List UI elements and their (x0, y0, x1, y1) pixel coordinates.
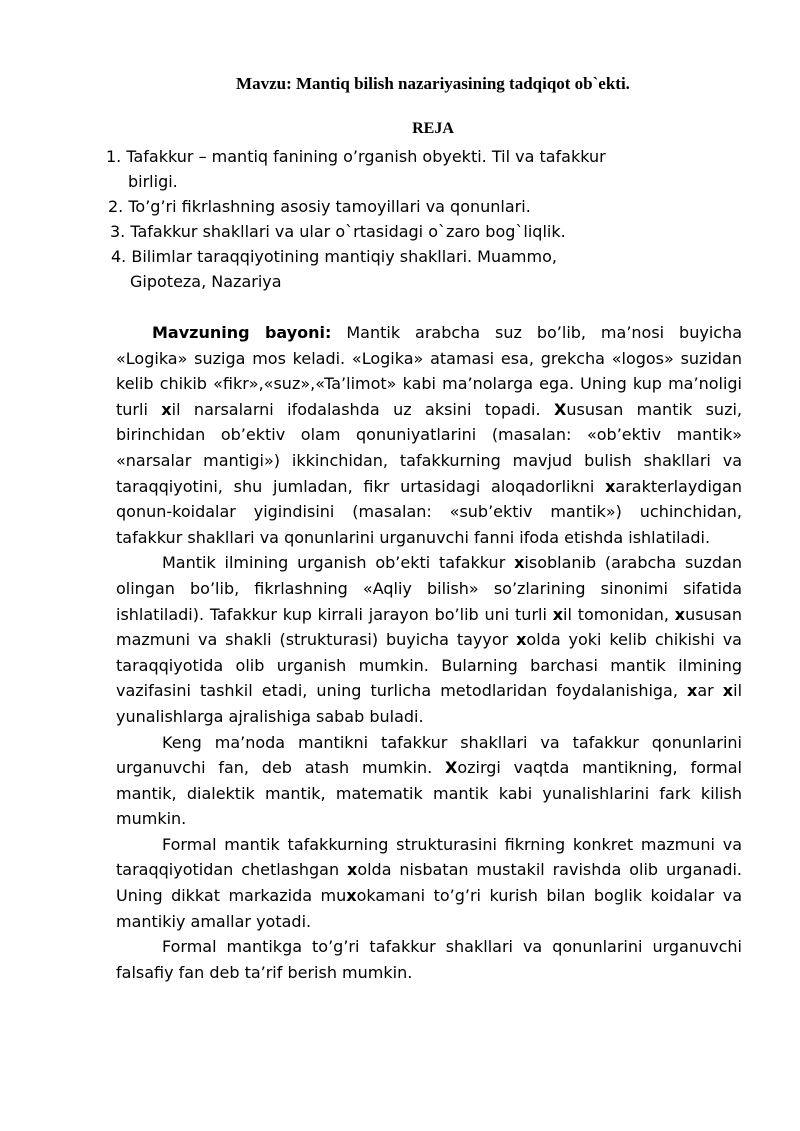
body-paragraph: Keng ma’noda mantikni tafakkur shakllari va tafakkur qonunlarini urganuvchi fan, deb atash mumkin. Xozirgi vaqtda mantikning, formal mantik, dialektik mantik, matematik mantik kabi yunalishlarini fark kilish mumkin. (116, 732, 742, 829)
body-paragraph (116, 320, 742, 550)
plan-heading: REJA (412, 120, 454, 137)
plan-item-number: 3. (110, 222, 126, 241)
document-title: Mavzu: Mantiq bilish nazariyasining tadqiqot ob`ekti. (236, 74, 630, 93)
plan-item (106, 219, 666, 244)
plan-item-text: To’g’ri fikrlashning asosiy tamoyillari va qonunlari. (128, 197, 531, 216)
plan-list (106, 144, 666, 294)
intro-label: Mavzuning bayoni: (152, 323, 332, 342)
plan-item-continuation: birligi. (128, 172, 178, 191)
body-paragraph: Formal mantikga to’g’ri tafakkur shakllari va qonunlarini urganuvchi falsafiy fan deb ta’rif berish mumkin. (116, 937, 742, 982)
plan-item-number: 4. (111, 247, 127, 266)
body-paragraph: Mantik ilmining urganish ob’ekti tafakkur xisoblanib (arabcha suzdan olingan bo’lib, fikrlashning «Aqliy bilish» so’zlarining sinonimi sifatida ishlatiladi). Tafakkur kup kirrali jarayon bo’lib uni turli xil tomonidan, xususan mazmuni va shakli (strukturasi) buyicha tayyor xolda yoki kelib chikishi va taraqqiyotida olib urganish mumkin. Bularning barchasi mantik ilmining vazifasini tashkil etadi, uning turlicha metodlaridan foydalanishiga, xar xil yunalishlarga ajralishiga sabab buladi. (116, 553, 743, 726)
plan-item-number: 1. (106, 147, 122, 166)
plan-item-text: Tafakkur – mantiq fanining o’rganish obyekti. Til va tafakkur (126, 147, 606, 166)
plan-item-continuation: Gipoteza, Nazariya (130, 272, 282, 291)
plan-item-text: Bilimlar taraqqiyotining mantiqiy shakllari. Muammo, (131, 247, 557, 266)
body-paragraph-text: Mantik arabcha suz bo’lib, ma’nosi buyicha «Logika» suziga mos keladi. «Logika» atamasi esa, grekcha «logos» suzidan kelib chikib «fikr»,«suz»,«Ta’limot» kabi ma’nolarga ega. Uning kup ma’noligi turli xil narsalarni ifodalashda uz aksini topadi. Xususan mantik suzi, birinchidan ob’ektiv olam qonuniyatlarini (masalan: «ob’ektiv mantik» «narsalar mantigi») ikkinchidan, tafakkurning mavjud bulish shakllari va taraqqiyotini, shu jumladan, fikr urtasidagi aloqadorlikni xarakterlaydigan qonun-koidalar yigindisini (masalan: «sub’ektiv mantik») uchinchidan, tafakkur shakllari va qonunlarini urganuvchi fanni ifoda etishda ishlatiladi. (116, 323, 743, 547)
plan-item-number: 2. (108, 197, 124, 216)
body-paragraph: Formal mantik tafakkurning strukturasini fikrning konkret mazmuni va taraqqiyotidan chetlashgan xolda nisbatan mustakil ravishda olib urganadi. Uning dikkat markazida muxokamani to’g’ri kurish bilan boglik koidalar va mantikiy amallar yotadi. (116, 834, 743, 931)
plan-item (106, 244, 666, 294)
plan-item-text: Tafakkur shakllari va ular o`rtasidagi o`zaro bog`liqlik. (130, 222, 566, 241)
plan-item (106, 194, 666, 219)
plan-item (106, 144, 666, 194)
document-body (116, 320, 742, 985)
